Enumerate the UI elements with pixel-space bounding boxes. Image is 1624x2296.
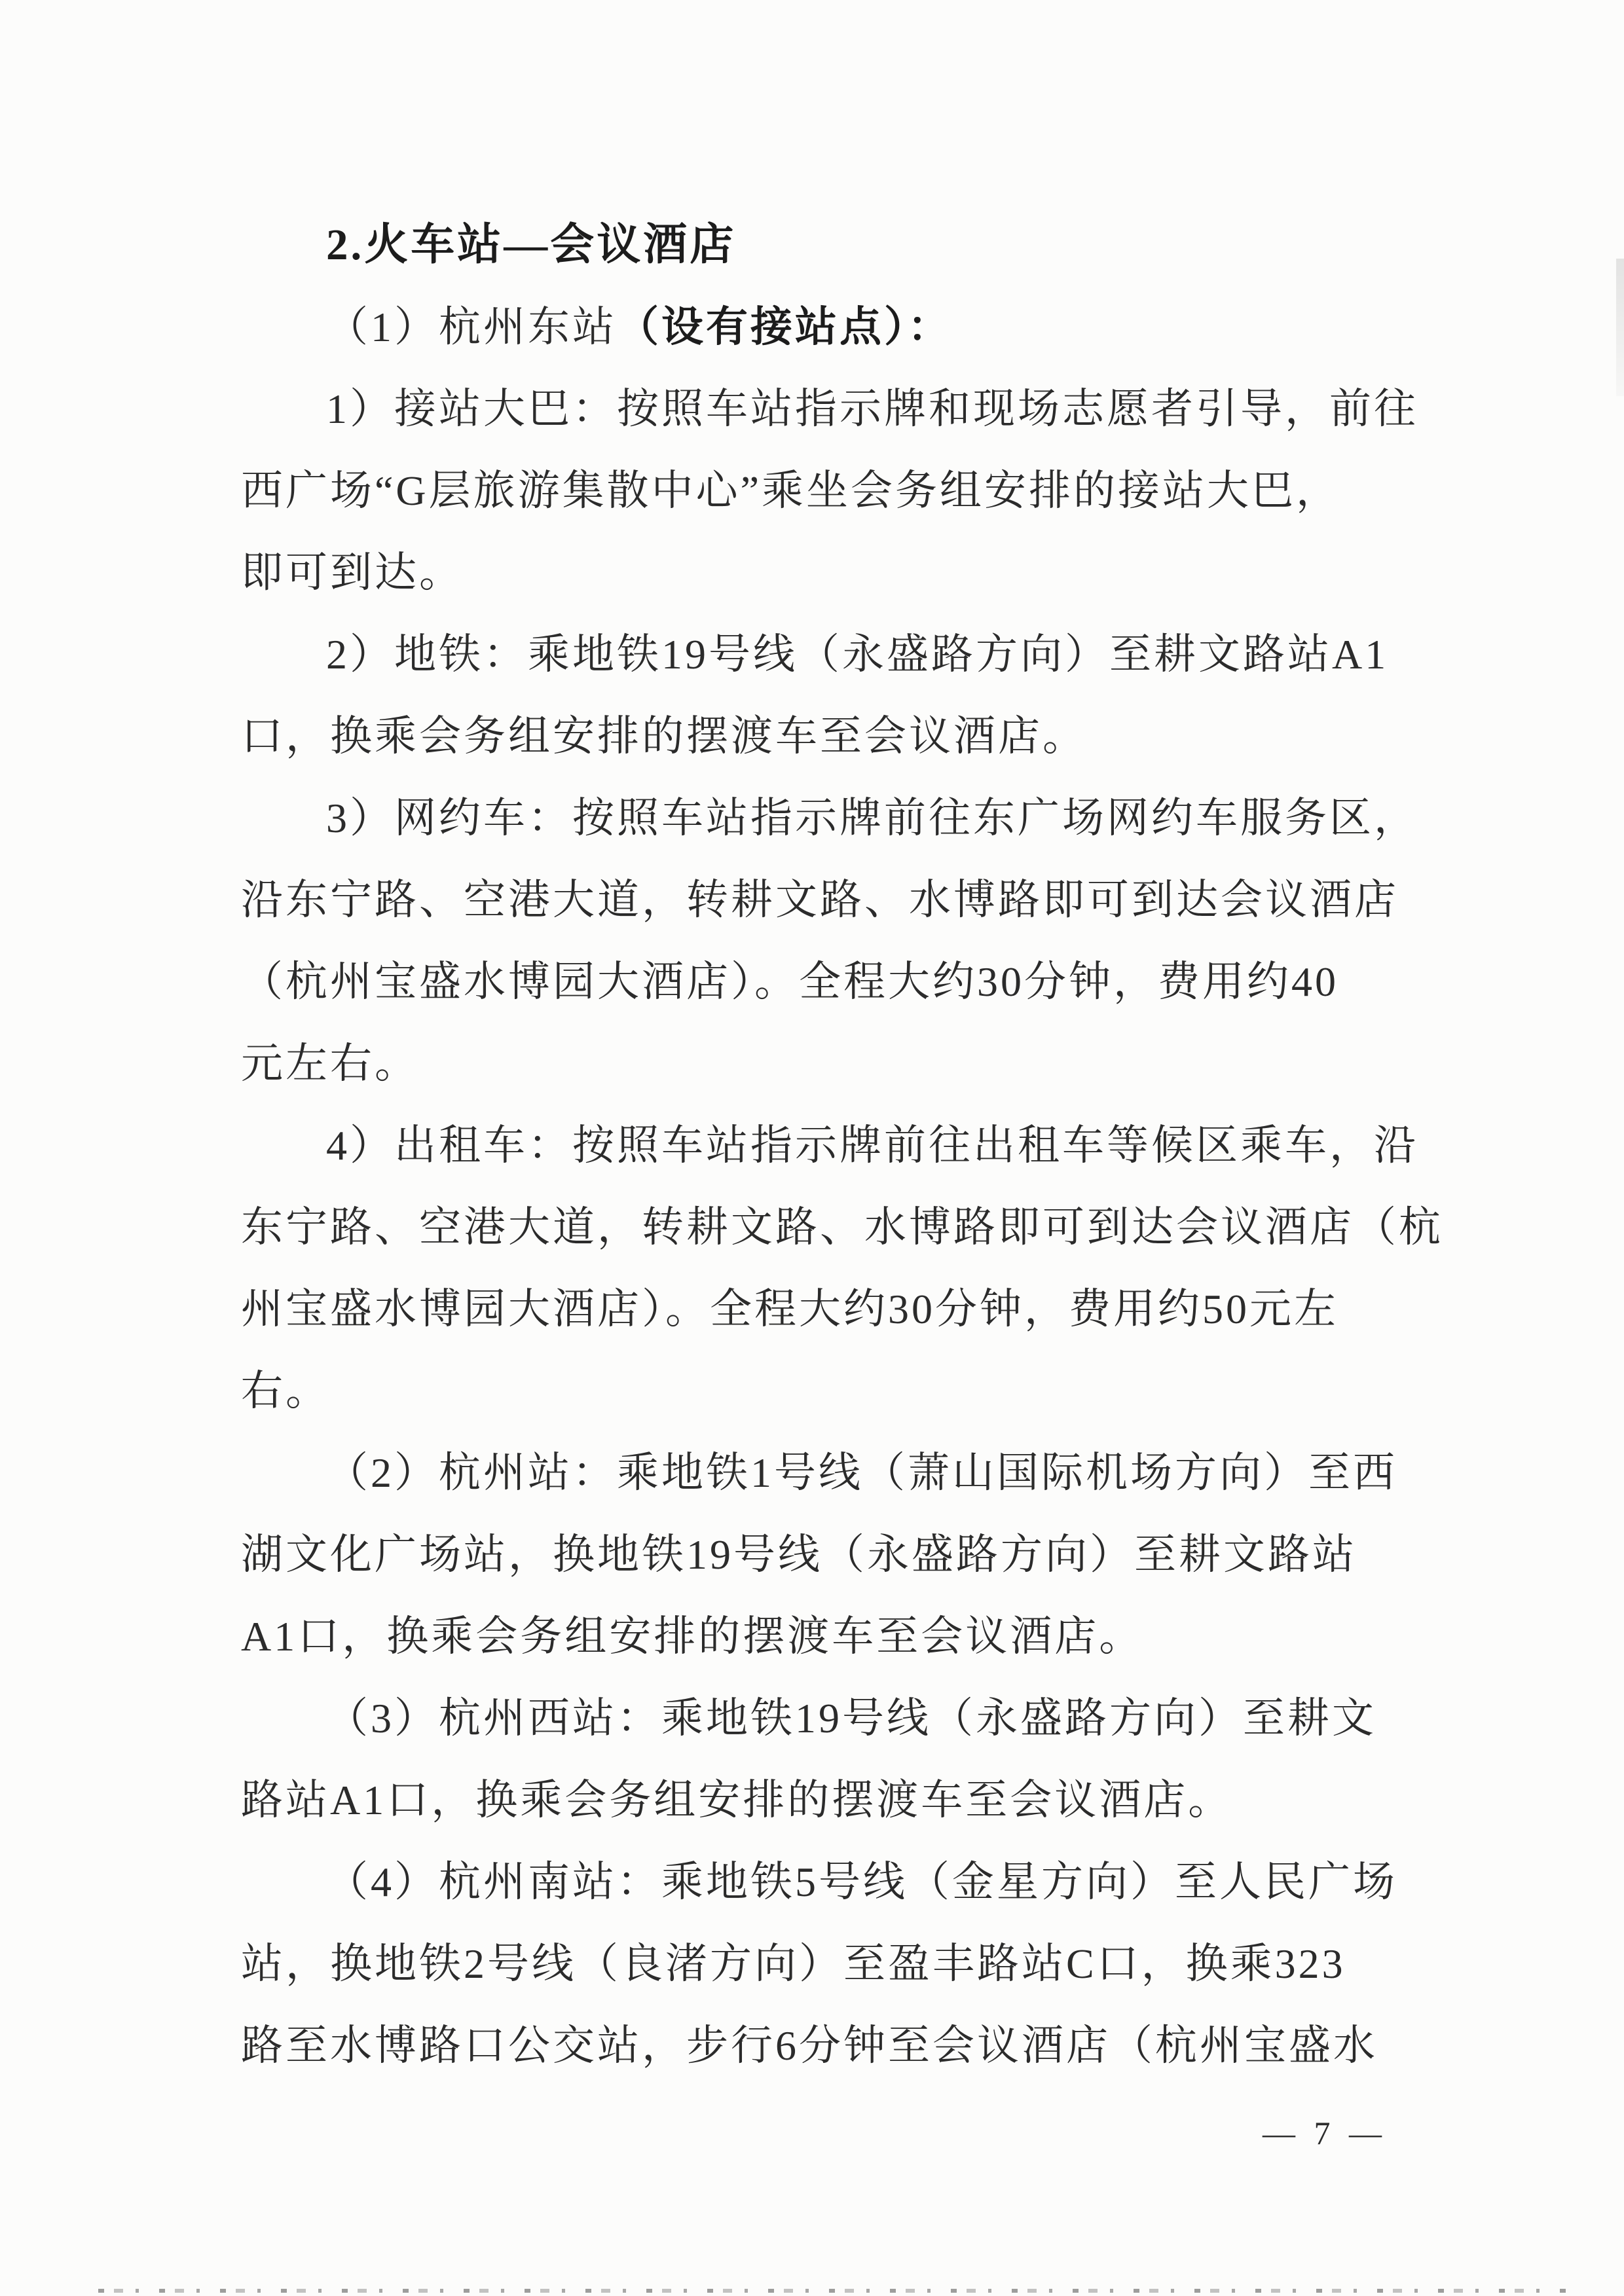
- text-line: [241, 1677, 1396, 1759]
- text-segment: 站，换地铁2号线（良渚方向）至盈丰路站C口，换乘323: [241, 1941, 1346, 1987]
- text-segment: 4）出租车：按照车站指示牌前往出租车等候区乘车，沿: [326, 1122, 1418, 1169]
- text-line: [241, 613, 1396, 695]
- text-line: [241, 1432, 1396, 1514]
- text-line: [241, 695, 1396, 777]
- text-segment: 元左右。: [241, 1040, 419, 1087]
- text-segment: 沿东宁路、空港大道，转耕文路、水博路即可到达会议酒店: [241, 877, 1399, 923]
- text-segment: 即可到达。: [241, 549, 464, 596]
- text-line: [241, 1923, 1396, 2005]
- text-segment: 路站A1口，换乘会务组安排的摆渡车至会议酒店。: [241, 1777, 1233, 1823]
- scan-edge-shadow: [1616, 259, 1624, 396]
- text-segment: 湖文化广场站，换地铁19号线（永盛路方向）至耕文路站: [241, 1531, 1357, 1578]
- text-segment: 2）地铁：乘地铁19号线（永盛路方向）至耕文路站A1: [326, 631, 1389, 678]
- section-heading: [241, 204, 1396, 286]
- text-line: [241, 1350, 1396, 1432]
- text-segment: 右。: [241, 1368, 330, 1414]
- text-line: [241, 859, 1399, 941]
- text-segment: 州宝盛水博园大酒店）。全程大约30分钟，费用约50元左: [241, 1286, 1338, 1332]
- text-line: [241, 1841, 1396, 1923]
- text-line: [241, 1186, 1443, 1268]
- text-line: [241, 1104, 1418, 1186]
- text-line: [241, 1595, 1396, 1677]
- text-segment-bold: （设有接站点）：: [617, 304, 952, 350]
- page-number: — 7 —: [1263, 2115, 1387, 2151]
- scan-noise-strip: [98, 2289, 1572, 2293]
- text-line: [241, 941, 1396, 1023]
- text-line: [241, 1514, 1396, 1595]
- document-body: [241, 204, 1443, 2086]
- text-segment: 口，换乘会务组安排的摆渡车至会议酒店。: [241, 713, 1087, 759]
- text-line: [241, 1759, 1396, 1841]
- text-segment: （杭州宝盛水博园大酒店）。全程大约30分钟，费用约40: [241, 958, 1338, 1005]
- text-segment: 路至水博路口公交站，步行6分钟至会议酒店（杭州宝盛水: [241, 2022, 1378, 2069]
- text-segment: （1）杭州东站: [326, 304, 617, 350]
- text-line: [241, 368, 1418, 450]
- text-line: [241, 1023, 1396, 1104]
- text-segment: 西广场“G层旅游集散中心”乘坐会务组安排的接站大巴，: [241, 467, 1341, 514]
- text-segment: （3）杭州西站：乘地铁19号线（永盛路方向）至耕文: [326, 1695, 1376, 1741]
- text-segment: A1口，换乘会务组安排的摆渡车至会议酒店。: [241, 1613, 1144, 1660]
- text-line: [241, 1268, 1396, 1350]
- text-segment: 1）接站大巴：按照车站指示牌和现场志愿者引导，前往: [326, 386, 1418, 432]
- text-segment: 3）网约车：按照车站指示牌前往东广场网约车服务区，: [326, 795, 1418, 841]
- text-segment: （4）杭州南站：乘地铁5号线（金星方向）至人民广场: [326, 1859, 1397, 1905]
- text-segment: 东宁路、空港大道，转耕文路、水博路即可到达会议酒店（杭: [241, 1204, 1443, 1250]
- text-line: [241, 450, 1396, 532]
- text-line: [241, 532, 1396, 613]
- text-line: [241, 286, 1396, 368]
- text-segment-bold: 2.火车站—会议酒店: [326, 221, 737, 269]
- text-segment: （2）杭州站：乘地铁1号线（萧山国际机场方向）至西: [326, 1449, 1397, 1496]
- text-line: [241, 2005, 1396, 2086]
- text-line: [241, 777, 1418, 859]
